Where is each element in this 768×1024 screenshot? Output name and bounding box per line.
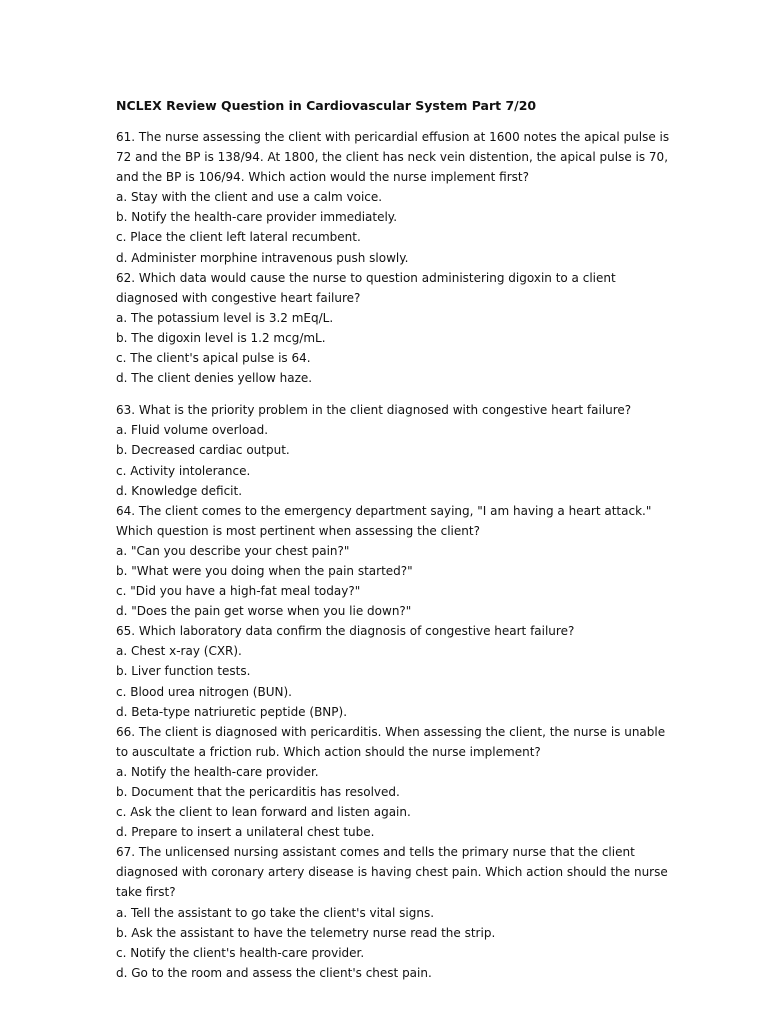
question-63: [116, 400, 736, 500]
answer-option-b: b. Liver function tests.: [116, 664, 251, 679]
answer-option-a: a. Fluid volume overload.: [116, 423, 269, 438]
answer-option-a: a. Notify the health-care provider.: [116, 764, 319, 779]
answer-option-d: d. Prepare to insert a unilateral chest tube.: [116, 825, 375, 840]
answer-option-d: d. Go to the room and assess the client's chest pain.: [116, 965, 432, 980]
answer-option-a: a. Chest x-ray (CXR).: [116, 644, 242, 659]
answer-option-c: c. Ask the client to lean forward and listen again.: [116, 805, 411, 820]
question-65: [116, 621, 736, 721]
question-stem-line: 72 and the BP is 138/94. At 1800, the client has neck vein distention, the apical pulse is 70,: [116, 150, 669, 165]
question-stem-line: to auscultate a friction rub. Which action should the nurse implement?: [116, 744, 541, 759]
question-stem-line: diagnosed with coronary artery disease is having chest pain. Which action should the nurse: [116, 865, 668, 880]
answer-option-a: a. Tell the assistant to go take the client's vital signs.: [116, 905, 435, 920]
answer-option-d: d. Beta-type natriuretic peptide (BNP).: [116, 704, 348, 719]
answer-option-b: b. Ask the assistant to have the telemetry nurse read the strip.: [116, 925, 496, 940]
answer-option-b: b. "What were you doing when the pain started?": [116, 563, 413, 578]
answer-option-b: b. Document that the pericarditis has resolved.: [116, 785, 400, 799]
question-66: [116, 722, 736, 843]
answer-option-a: a. The potassium level is 3.2 mEq/L.: [116, 310, 334, 325]
question-stem-line: 62. Which data would cause the nurse to question administering digoxin to a client: [116, 270, 616, 285]
question-stem-line: 64. The client comes to the emergency department saying, "I am having a heart attack.": [116, 503, 652, 518]
question-67: [116, 842, 736, 983]
question-64: [116, 501, 736, 622]
answer-option-b: b. Notify the health-care provider immediately.: [116, 210, 398, 225]
question-stem-line: and the BP is 106/94. Which action would the nurse implement first?: [116, 170, 530, 185]
answer-option-d: d. The client denies yellow haze.: [116, 371, 313, 386]
answer-option-a: a. Stay with the client and use a calm voice.: [116, 190, 383, 205]
answer-option-b: b. The digoxin level is 1.2 mcg/mL.: [116, 330, 326, 345]
paragraph-gap: [116, 388, 736, 400]
answer-option-a: a. "Can you describe your chest pain?": [116, 543, 350, 558]
question-stem-line: 67. The unlicensed nursing assistant comes and tells the primary nurse that the client: [116, 845, 635, 860]
answer-option-b: b. Decreased cardiac output.: [116, 443, 290, 458]
question-stem-line: 65. Which laboratory data confirm the diagnosis of congestive heart failure?: [116, 624, 575, 639]
answer-option-c: c. Notify the client's health-care provider.: [116, 945, 365, 960]
answer-option-c: c. "Did you have a high-fat meal today?": [116, 584, 361, 599]
answer-option-c: c. Activity intolerance.: [116, 463, 251, 478]
question-61: [116, 127, 736, 268]
answer-option-c: c. Place the client left lateral recumbent.: [116, 230, 361, 245]
answer-option-d: d. Knowledge deficit.: [116, 483, 243, 498]
answer-option-d: d. "Does the pain get worse when you lie down?": [116, 604, 412, 619]
answer-option-d: d. Administer morphine intravenous push slowly.: [116, 250, 409, 265]
answer-option-c: c. The client's apical pulse is 64.: [116, 351, 311, 366]
question-62: [116, 268, 736, 389]
answer-option-c: c. Blood urea nitrogen (BUN).: [116, 684, 292, 699]
question-stem-line: Which question is most pertinent when assessing the client?: [116, 523, 480, 538]
document-body: [116, 96, 736, 983]
page-title: NCLEX Review Question in Cardiovascular System Part 7/20: [116, 98, 537, 113]
question-stem-line: 61. The nurse assessing the client with pericardial effusion at 1600 notes the apical pulse is: [116, 130, 670, 144]
question-stem-line: 66. The client is diagnosed with pericarditis. When assessing the client, the nurse is unable: [116, 724, 666, 739]
question-stem-line: diagnosed with congestive heart failure?: [116, 290, 361, 305]
question-stem-line: take first?: [116, 885, 176, 900]
question-stem-line: 63. What is the priority problem in the client diagnosed with congestive heart failure?: [116, 403, 632, 418]
